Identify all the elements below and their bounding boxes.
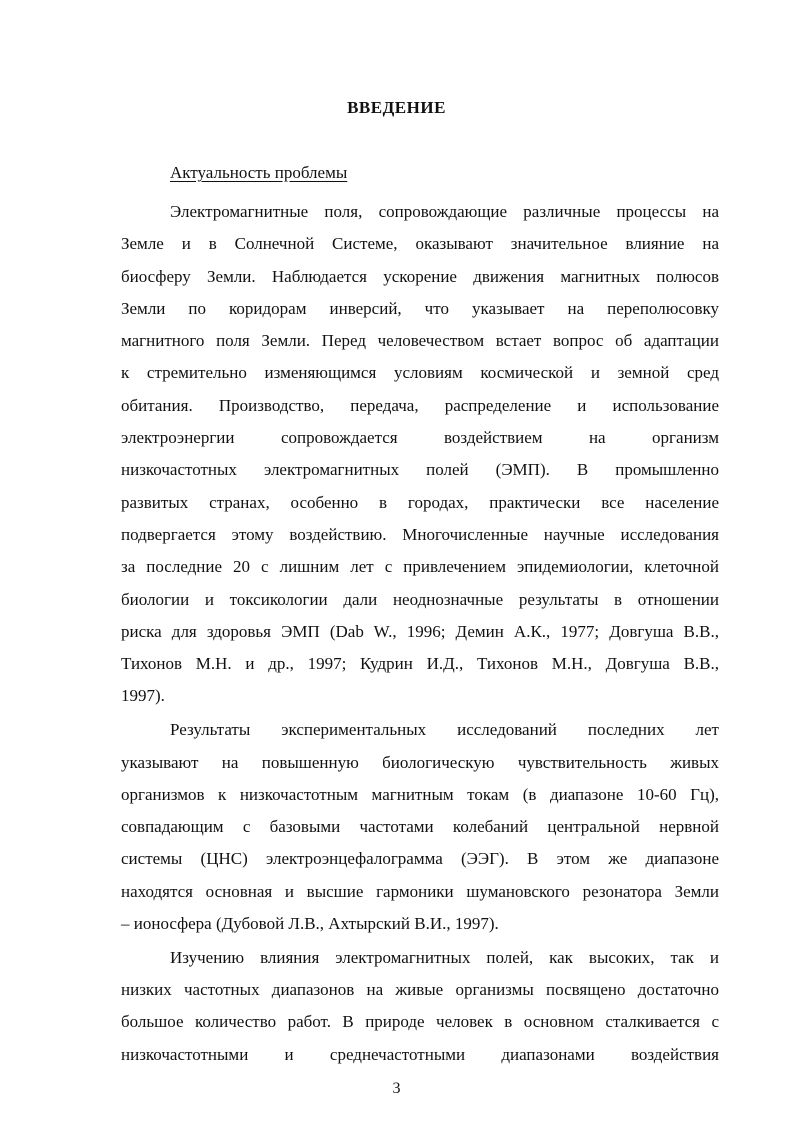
text-line: совпадающим с базовыми частотами колебаний центральной нервной <box>121 817 719 837</box>
text-line: Тихонов М.Н. и др., 1997; Кудрин И.Д., Тихонов М.Н., Довгуша В.В., <box>121 654 719 674</box>
text-line: обитания. Производство, передача, распределение и использование <box>121 395 719 415</box>
text-line: к стремительно изменяющимся условиям космической и земной сред <box>121 363 719 383</box>
text-line: низкочастотными и среднечастотными диапазонами воздействия <box>121 1044 719 1064</box>
text-line: Изучению влияния электромагнитных полей, как высоких, так и <box>170 947 719 967</box>
page-number: 3 <box>392 1080 401 1097</box>
text-line: системы (ЦНС) электроэнцефалограмма (ЭЭГ). В этом же диапазоне <box>121 849 719 869</box>
text-line: большое количество работ. В природе человек в основном сталкивается с <box>121 1012 719 1032</box>
text-line: Земле и в Солнечной Системе, оказывают значительное влияние на <box>121 234 719 254</box>
text-line: Результаты экспериментальных исследований последних лет <box>170 720 719 740</box>
section-heading: Актуальность проблемы <box>170 163 348 182</box>
text-line: низкочастотных электромагнитных полей (ЭМП). В промышленно <box>121 460 719 480</box>
text-line: указывают на повышенную биологическую чувствительность живых <box>121 752 719 772</box>
text-line: за последние 20 с лишним лет с привлечением эпидемиологии, клеточной <box>121 557 719 577</box>
text-line: биосферу Земли. Наблюдается ускорение движения магнитных полюсов <box>121 266 719 286</box>
text-line: магнитного поля Земли. Перед человечеством встает вопрос об адаптации <box>121 331 719 351</box>
text-line: развитых странах, особенно в городах, практически все население <box>121 492 719 512</box>
text-line: биологии и токсикологии дали неоднозначные результаты в отношении <box>121 589 719 609</box>
text-line: Земли по коридорам инверсий, что указывает на переполюсовку <box>121 298 719 318</box>
text-line: 1997). <box>121 686 165 706</box>
text-line: – ионосфера (Дубовой Л.В., Ахтырский В.И., 1997). <box>121 914 499 934</box>
page-title: ВВЕДЕНИЕ <box>347 98 446 117</box>
text-line: электроэнергии сопровождается воздействием на организм <box>121 428 719 448</box>
text-line: подвергается этому воздействию. Многочисленные научные исследования <box>121 524 719 544</box>
body-text <box>121 196 719 1071</box>
text-line: риска для здоровья ЭМП (Dab W., 1996; Демин А.К., 1977; Довгуша В.В., <box>121 621 719 641</box>
text-line: Электромагнитные поля, сопровождающие различные процессы на <box>170 202 719 221</box>
text-line: низких частотных диапазонов на живые организмы посвящено достаточно <box>121 980 719 1000</box>
text-line: организмов к низкочастотным магнитным токам (в диапазоне 10-60 Гц), <box>121 784 719 804</box>
text-line: находятся основная и высшие гармоники шумановского резонатора Земли <box>121 881 719 901</box>
